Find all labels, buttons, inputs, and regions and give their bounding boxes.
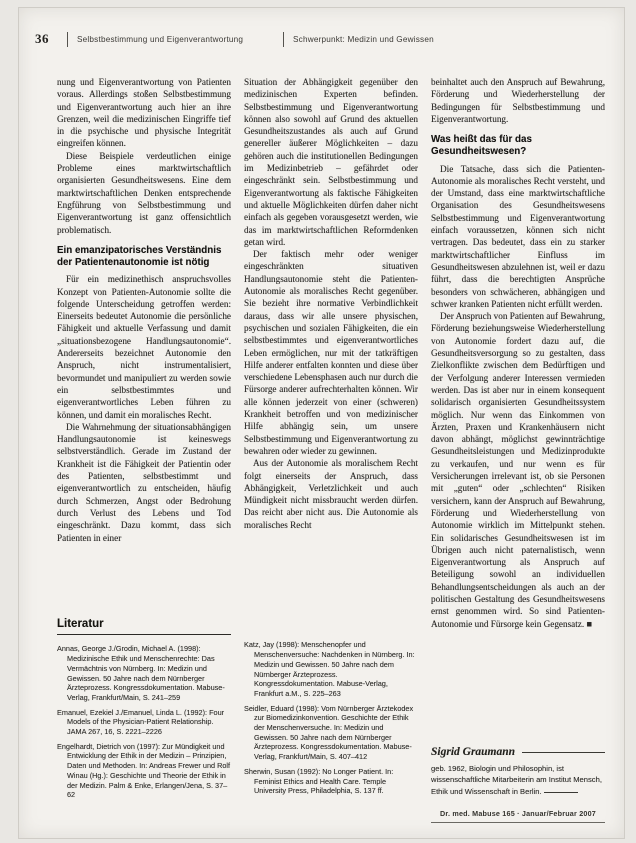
- body-paragraph: Der faktisch mehr oder weniger eingeschränkten situativen Handlungsautonomie steht die Patienten-Autonomie als moralisches Recht gegenüber. Sie bezieht ihre normative Verbindlichkeit daraus, dass wir alle unsere physischen, psychischen und sozialen Fähigkeiten, die ein selbstbestimmtes und eigenverantwortliches Leben ermöglichen, nur mit der tatkräftigen Hilfe anderer entfalten konnten und diese über verschiedene Lebensphasen auch nur durch die Fürsorge anderer aufrechterhalten können. Wir alle können jederzeit von einer (schweren) Krankheit betroffen und von medizinischer Hilfe abhängig sein, um unsere Selbstbestimmung und Eigenverantwortung zu bewahren oder wieder zu gewinnen.: [244, 249, 418, 456]
- literatur-continued: [244, 640, 418, 801]
- body-paragraph: Der Anspruch von Patienten auf Bewahrung, Förderung beziehungsweise Wiederherstellung von Autonomie fordert dazu auf, die Gesundheitsversorgung so zu gestalten, dass Zielkonflikte zwischen dem Bedürftigen und der Verfolgung anderer Interessen vermieden werden. Das ist aber nur in einem konsequent solidarisch organisierten Gesundheitssystem möglich. Nur wenn das Einkommen von Ärzten, Praxen und Krankenhäusern nicht davon abhängt, möglichst gewinnträchtige Gesundheitsleistungen und Medizinprodukte zu verkaufen, und nur wenn es für Versicherungen irrelevant ist, ob sie Personen mit „guten“ oder „schlechten“ Risiken versichern, kann der Anspruch auf Bewahrung, Förderung und Wiederherstellung von Autonomie wirklich im Mittelpunkt stehen. Ein solidarisches Gesundheitswesen ist im Übrigen auch nicht paternalistisch, wenn Eigenverantwortung als Anspruch auf Beteiligung sowohl an individuellen Behandlungsentscheidungen als auch an der politischen Gestaltung des Gesundheitswesens ernst genommen wird. So sind Patienten-Autonomie und Fürsorge kein Gegensatz. ■: [431, 311, 605, 629]
- literatur-section: [57, 618, 231, 805]
- reference-item: Engelhardt, Dietrich von (1997): Zur Mündigkeit und Entwicklung der Ethik in der Medizin – Prinzipien, Daten und Methoden. In: Andreas Frewer und Rolf Winau (Hg.): Geschichte und Theorie der Ethik in der Medizin. Palm & Enke, Erlangen/Jena, S. 37–62: [57, 741, 231, 800]
- column-2: [244, 76, 418, 831]
- body-paragraph: Die Tatsache, dass sich die Patienten-Autonomie als moralisches Recht versteht, und der Umstand, dass eine marktwirtschaftliche Organisation des Gesundheitswesens Selbstbestimmung und Eigenverantwortung einfach voraussetzen, können sich nicht vertragen. Das bedeutet, dass ein zu starker marktwirtschaftlicher Einfluss im Gesundheitswesen abzulehnen ist, weil er dazu führt, dass die berechtigten Ansprüche besonders von schwächeren, abhängigen und schwer kranken Patienten nicht erfüllt werden.: [431, 163, 605, 309]
- reference-item: Emanuel, Ezekiel J./Emanuel, Linda L. (1992): Four Models of the Physician-Patient Relationship. JAMA 267, 16, S. 2221–2226: [57, 707, 225, 737]
- header-divider: [67, 32, 68, 47]
- body-paragraph: Aus der Autonomie als moralischem Recht folgt einerseits der Anspruch, dass Abhängigkeit, Verletzlichkeit und auch Mündigkeit nicht missbraucht werden dürfen. Das reicht aber nicht aus. Die Autonomie als moralisches Recht: [244, 458, 418, 530]
- reference-item: Seidler, Eduard (1998): Vom Nürnberger Ärztekodex zur Biomedizinkonvention. Geschichte der Ethik der Menschenversuche. In: Medizin und Gewissen. 50 Jahre nach dem Nürnberger Ärzteprozess. Kongressdokumentation. Mabuse-Verlag, Frankfurt/Main, S. 407–412: [244, 703, 414, 762]
- reference-item: Sherwin, Susan (1992): No Longer Patient. In: Feminist Ethics and Health Care. Temple University Press, Philadelphia, S. 137 ff.: [244, 766, 394, 796]
- body-paragraph: Diese Beispiele verdeutlichen einige Probleme eines marktwirtschaftlich organisierten Gesundheitswesens. Eine dem marktwirtschaftlichen Denken entsprechende Engführung von Selbstbestimmung und Eigenverantwortung ist ganz offensichtlich problematisch.: [57, 150, 231, 235]
- spacer: [57, 544, 231, 619]
- body-paragraph: Für ein medizinethisch anspruchsvolles Konzept von Patienten-Autonomie sollte die folgende Unterscheidung getroffen werden: Einerseits bedeutet Autonomie die persönliche Fähigkeit und aktuelle Verfassung und damit „situationsbezogene Handlungsautonomie“. Andererseits bezeichnet Autonomie den Anspruch, nicht instrumentalisiert, bevormundet und manipuliert zu werden sowie ein selbstbestimmtes und eigenverantwortliches Leben führen zu können, und damit ein moralisches Recht.: [57, 274, 231, 420]
- article-body: [57, 76, 605, 831]
- body-paragraph: beinhaltet auch den Anspruch auf Bewahrung, Förderung und Wiederherstellung der Bedingungen für Selbstbestimmung und Eigenverantwortung.: [431, 77, 605, 124]
- author-bio-span: geb. 1962, Biologin und Philosophin, ist wissenschaftliche Mitarbeiterin am Institut Mensch, Ethik und Wissenschaft in Berlin.: [431, 763, 602, 796]
- author-name: Sigrid Graumann: [431, 745, 516, 758]
- body-paragraph: Situation der Abhängigkeit gegenüber den medizinischen Experten befinden. Selbstbestimmung und Eigenverantwortung können also sowohl auf Grund des aktuellen Gesundheitszustandes als auch auf Grund genereller äußerer Möglichkeiten – dazu gehören auch die institutionellen Bedingungen im Medizinbetrieb – gefährdet oder eingeschränkt sein. Selbstbestimmung und Eigenverantwortung als faktische Fähigkeiten und aktuelle Möglichkeiten dürfen daher nicht einfach als gegeben vorausgesetzt werden, wie das im marktwirtschaftlichen Reformdenken getan wird.: [244, 77, 418, 247]
- literatur-heading: Literatur: [57, 618, 231, 635]
- reference-item: Annas, George J./Grodin, Michael A. (1998): Medizinische Ethik und Menschenrechte: Das Vermächtnis von Nürnberg. In: Medizin und Gewissen. 50 Jahre nach dem Nürnberger Ärzteprozess. Kongressdokumentation. Mabuse-Verlag, Frankfurt/Main, S. 241–259: [57, 644, 225, 702]
- page-number: 36: [35, 31, 49, 46]
- bio-rule-line: [544, 792, 578, 793]
- reference-item: Katz, Jay (1998): Menschenopfer und Menschenversuche: Nachdenken in Nürnberg. In: Medizin und Gewissen. 50 Jahre nach dem Nürnberger Ärzteprozess. Kongressdokumentation. Mabuse-Verlag, Frankfurt a.M., S. 225–263: [244, 640, 415, 698]
- body-paragraph: Die Wahrnehmung der situationsabhängigen Handlungsautonomie ist keineswegs selbstverständlich. Gerade im Zustand der Krankheit ist die Fähigkeit der Patientin oder des Patienten, selbstbestimmt und eigenverantwortlich zu entscheiden, häufig durch Schmerzen, Angst oder Bedrohung durch Verlust des Lebens und Tod eingeschränkt. Dazu kommt, dass sich Patienten in einer: [57, 421, 231, 543]
- column-3: [431, 76, 605, 831]
- section-head: Schwerpunkt: Medizin und Gewissen: [293, 34, 434, 44]
- subheading-gesundheitswesen: Was heißt das für das Gesundheitswesen?: [431, 134, 532, 158]
- body-paragraph: nung und Eigenverantwortung von Patienten voraus. Allerdings stoßen Selbstbestimmung und Eigenverantwortung auch hier an ihre Grenzen, weil die medizinischen Eingriffe tief in die psychische und physische Integrität eingreifen können.: [57, 77, 231, 149]
- subheading-patientenautonomie: Ein emanzipatorisches Verständnis der Patientenautonomie ist nötig: [57, 244, 222, 269]
- column-1: [57, 76, 231, 831]
- running-head: Selbstbestimmung und Eigenverantwortung: [77, 34, 244, 44]
- author-bio-block: [431, 746, 605, 798]
- spacer: [431, 630, 605, 732]
- header-divider: [283, 32, 284, 47]
- page-header: [35, 30, 596, 48]
- author-bio-text: [431, 763, 605, 798]
- journal-footer: Dr. med. Mabuse 165 · Januar/Februar 2007: [431, 809, 605, 823]
- author-name-row: [431, 746, 605, 758]
- spacer: [244, 531, 418, 640]
- author-rule-line: [522, 752, 605, 753]
